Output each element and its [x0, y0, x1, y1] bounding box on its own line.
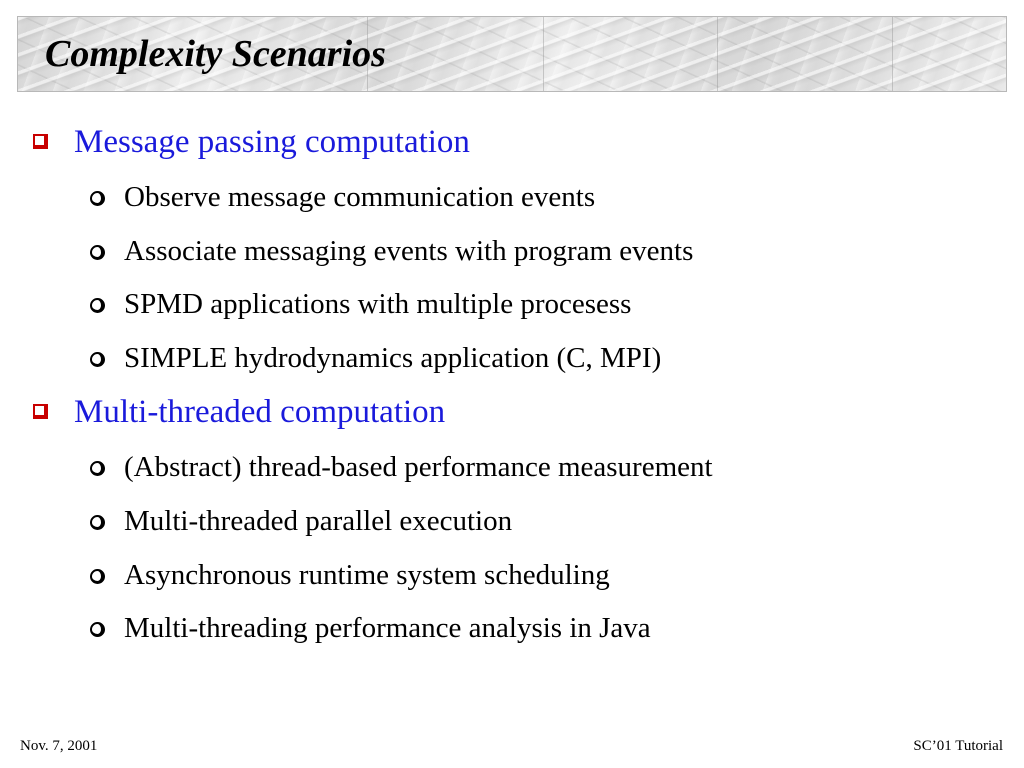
- ring-bullet-icon: [90, 569, 105, 584]
- footer-event: SC’01 Tutorial: [913, 738, 1003, 754]
- secondary-bullet-text: Multi-threaded parallel execution: [124, 505, 513, 537]
- slide-title: Complexity Scenarios: [45, 33, 386, 75]
- secondary-bullet-text: (Abstract) thread-based performance measurement: [124, 451, 713, 483]
- ring-bullet-icon: [90, 461, 105, 476]
- banner-tile-seam: [543, 17, 544, 91]
- square-bullet-icon: [33, 404, 48, 419]
- primary-bullet-text: Message passing computation: [74, 124, 470, 160]
- secondary-bullet-text: SPMD applications with multiple procesess: [124, 288, 632, 320]
- secondary-bullet-text: Multi-threading performance analysis in Java: [124, 612, 651, 644]
- secondary-bullet-text: Observe message communication events: [124, 181, 596, 213]
- ring-bullet-icon: [90, 352, 105, 367]
- ring-bullet-icon: [90, 191, 105, 206]
- ring-bullet-icon: [90, 515, 105, 530]
- banner-tile-seam: [717, 17, 718, 91]
- banner-tile-seam: [892, 17, 893, 91]
- secondary-bullet-text: Asynchronous runtime system scheduling: [124, 559, 610, 591]
- ring-bullet-icon: [90, 622, 105, 637]
- ring-bullet-icon: [90, 245, 105, 260]
- title-banner: [17, 16, 1007, 92]
- ring-bullet-icon: [90, 298, 105, 313]
- secondary-bullet-text: SIMPLE hydrodynamics application (C, MPI): [124, 342, 662, 374]
- footer-date: Nov. 7, 2001: [20, 738, 98, 754]
- secondary-bullet-text: Associate messaging events with program events: [124, 235, 694, 267]
- primary-bullet-text: Multi-threaded computation: [74, 394, 446, 430]
- square-bullet-icon: [33, 134, 48, 149]
